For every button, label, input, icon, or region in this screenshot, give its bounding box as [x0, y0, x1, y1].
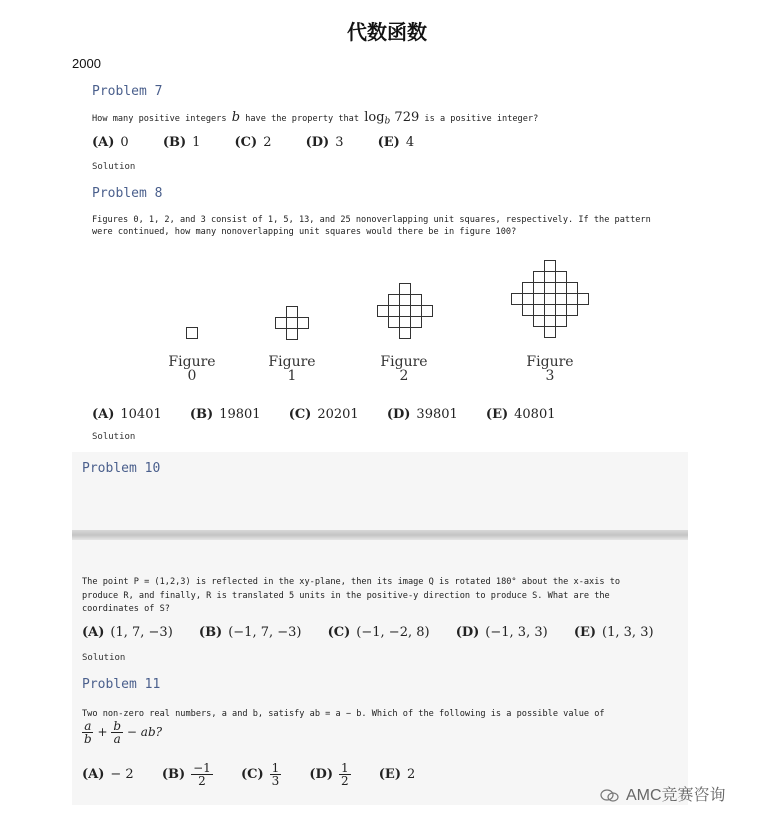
choice-d[interactable] [456, 625, 548, 640]
figure-index: 0 [187, 368, 197, 384]
unit-square [578, 294, 589, 305]
unit-square [187, 328, 198, 339]
unit-square [400, 295, 411, 306]
unit-square [534, 283, 545, 294]
problem-11-choices [82, 762, 415, 787]
choice-a[interactable] [92, 135, 129, 150]
figure-2-label [364, 355, 444, 383]
choice-label: (E) [485, 407, 509, 422]
problem-11-text-line1: Two non-zero real numbers, a and b, satisfy ab = a − b. Which of the following is a possible value of [82, 709, 605, 719]
unit-square [545, 327, 556, 338]
unit-square [567, 294, 578, 305]
unit-square [534, 272, 545, 283]
problem-11-expression [82, 720, 162, 745]
choice-label: (B) [189, 407, 214, 422]
document-title: 代数函数 [347, 20, 427, 44]
choice-label: (C) [288, 407, 312, 422]
choice-value: 2 [406, 767, 416, 782]
fraction-denominator: 3 [271, 774, 280, 788]
unit-square [389, 295, 400, 306]
choice-fraction [191, 762, 213, 787]
choice-fraction [270, 762, 282, 787]
unit-square [400, 317, 411, 328]
choice-fraction [339, 762, 351, 787]
wechat-icon [600, 789, 620, 803]
unit-square [567, 283, 578, 294]
choice-value: 39801 [416, 407, 458, 422]
problem-8-solution-link[interactable]: Solution [92, 432, 136, 442]
plus-sign: + [97, 725, 108, 739]
fraction-denominator: a [113, 732, 121, 746]
figure-word: Figure [168, 354, 216, 370]
unit-square [523, 305, 534, 316]
unit-square [545, 316, 556, 327]
choice-label: (C) [234, 135, 258, 150]
problem-8-title[interactable]: Problem 8 [92, 186, 163, 201]
figure-index: 2 [399, 368, 409, 384]
p7-729: 729 [390, 110, 420, 125]
fraction-numerator: a [84, 719, 92, 733]
unit-square [411, 317, 422, 328]
unit-square [523, 294, 534, 305]
watermark-text: AMC竞赛咨询 [626, 787, 726, 804]
choice-c[interactable] [241, 762, 281, 787]
choice-label: (D) [455, 625, 480, 640]
choice-label: (B) [162, 135, 187, 150]
choice-label: (B) [198, 625, 223, 640]
choice-c[interactable] [328, 625, 430, 640]
figure-index: 3 [545, 368, 555, 384]
expression-tail: − ab? [126, 725, 163, 739]
choice-label: (B) [161, 767, 186, 782]
unit-square [400, 328, 411, 339]
p7-text-post: is a positive integer? [419, 114, 539, 124]
figure-3-label [510, 355, 590, 383]
unit-square [287, 307, 298, 318]
choice-value: 40801 [514, 407, 556, 422]
choice-value: (−1, 7, −3) [228, 625, 302, 640]
choice-b[interactable] [163, 135, 201, 150]
choice-value: 1 [192, 135, 201, 150]
choice-label: (E) [377, 135, 400, 150]
unit-square [400, 284, 411, 295]
choice-e[interactable] [379, 767, 416, 782]
unit-square [422, 306, 433, 317]
choice-d[interactable] [387, 407, 458, 422]
choice-e[interactable] [574, 625, 654, 640]
problem-10-choices [82, 625, 654, 640]
p7-text-pre: How many positive integers [92, 114, 232, 124]
choice-label: (E) [378, 767, 401, 782]
choice-a[interactable] [82, 625, 173, 640]
unit-square [534, 316, 545, 327]
unit-square [276, 318, 287, 329]
fraction-numerator: 1 [271, 761, 280, 775]
fraction-denominator: b [84, 732, 92, 746]
choice-value: (1, 7, −3) [110, 625, 173, 640]
choice-c[interactable] [289, 407, 359, 422]
choice-value: 2 [263, 135, 272, 150]
unit-square [287, 318, 298, 329]
unit-square [512, 294, 523, 305]
figure-1-label [252, 355, 332, 383]
problem-7-text [92, 112, 538, 128]
choice-value: 0 [120, 135, 129, 150]
unit-square [556, 316, 567, 327]
year-heading: 2000 [72, 56, 101, 71]
choice-value: 10401 [120, 407, 162, 422]
unit-square [556, 283, 567, 294]
problem-10-solution-link[interactable]: Solution [82, 653, 126, 663]
p7-text-mid: have the property that [240, 114, 365, 124]
problem-8-text-line2: were continued, how many nonoverlapping unit squares would there be in figure 100? [92, 227, 517, 237]
choice-e[interactable] [486, 407, 556, 422]
problem-10-title[interactable]: Problem 10 [82, 461, 161, 476]
unit-square [378, 306, 389, 317]
unit-square [287, 329, 298, 340]
fraction-a-over-b [82, 720, 94, 745]
choice-a[interactable] [92, 407, 162, 422]
fraction-denominator: 2 [198, 774, 206, 788]
unit-square [556, 272, 567, 283]
choice-value: 19801 [219, 407, 261, 422]
choice-value: − 2 [110, 767, 134, 782]
p7-log-base: b [384, 116, 391, 127]
choice-value: (−1, −2, 8) [356, 625, 430, 640]
problem-10-text-line1: The point P = (1,2,3) is reflected in the xy-plane, then its image Q is rotated 180° about the x-axis to [82, 577, 621, 587]
fraction-numerator: −1 [193, 761, 211, 775]
choice-value: (−1, 3, 3) [485, 625, 548, 640]
choice-value: 4 [405, 135, 415, 150]
choice-b[interactable] [190, 407, 261, 422]
unit-square [556, 305, 567, 316]
unit-square [389, 306, 400, 317]
choice-label: (C) [240, 767, 264, 782]
unit-square [389, 317, 400, 328]
unit-square [545, 305, 556, 316]
unit-square [545, 283, 556, 294]
choice-e[interactable] [378, 135, 415, 150]
unit-square [534, 294, 545, 305]
choice-label: (C) [327, 625, 351, 640]
p7-log: log [364, 110, 385, 125]
figure-word: Figure [268, 354, 316, 370]
choice-d[interactable] [309, 762, 350, 787]
p7-var-b: b [231, 110, 241, 125]
choice-label: (A) [82, 767, 105, 782]
figure-index: 1 [287, 368, 297, 384]
figure-word: Figure [380, 354, 428, 370]
problem-7-title[interactable]: Problem 7 [92, 84, 163, 99]
choice-value: (1, 3, 3) [602, 625, 654, 640]
fraction-numerator: b [113, 719, 122, 733]
unit-square [400, 306, 411, 317]
unit-square [298, 318, 309, 329]
fraction-numerator: 1 [340, 761, 349, 775]
choice-label: (A) [82, 625, 105, 640]
choice-value: 20201 [317, 407, 359, 422]
unit-square [523, 283, 534, 294]
watermark [600, 782, 726, 805]
unit-square [545, 261, 556, 272]
problem-11-title[interactable]: Problem 11 [82, 677, 161, 692]
choice-label: (A) [92, 407, 115, 422]
problem-10-text-line2: produce R, and finally, R is translated 5 units in the positive-y direction to produce S. What are the [82, 591, 610, 601]
unit-square [545, 294, 556, 305]
problem-7-choices [92, 135, 444, 150]
choice-a[interactable] [82, 767, 134, 782]
problem-8-text-line1: Figures 0, 1, 2, and 3 consist of 1, 5, 13, and 25 nonoverlapping unit squares, respectively. If the pattern [92, 215, 651, 225]
choice-b[interactable] [162, 762, 213, 787]
unit-square [567, 305, 578, 316]
unit-square [411, 295, 422, 306]
choice-label: (D) [305, 135, 330, 150]
choice-label: (D) [309, 767, 333, 782]
unit-square [556, 294, 567, 305]
choice-label: (D) [386, 407, 411, 422]
fraction-denominator: 2 [340, 774, 349, 788]
choice-b[interactable] [199, 625, 302, 640]
unit-square [534, 305, 545, 316]
choice-c[interactable] [235, 135, 272, 150]
choice-label: (A) [92, 135, 115, 150]
unit-square [545, 272, 556, 283]
choice-value: 3 [335, 135, 344, 150]
fraction-b-over-a [111, 720, 123, 745]
panel-divider [72, 530, 688, 540]
choice-d[interactable] [306, 135, 344, 150]
choice-label: (E) [573, 625, 597, 640]
figure-0-label [152, 355, 232, 383]
figure-patterns [150, 255, 610, 345]
problem-7-solution-link[interactable]: Solution [92, 162, 136, 172]
problem-8-choices [92, 407, 580, 422]
problem-10-text-line3: coordinates of S? [82, 604, 170, 614]
unit-square [411, 306, 422, 317]
figure-word: Figure [526, 354, 574, 370]
